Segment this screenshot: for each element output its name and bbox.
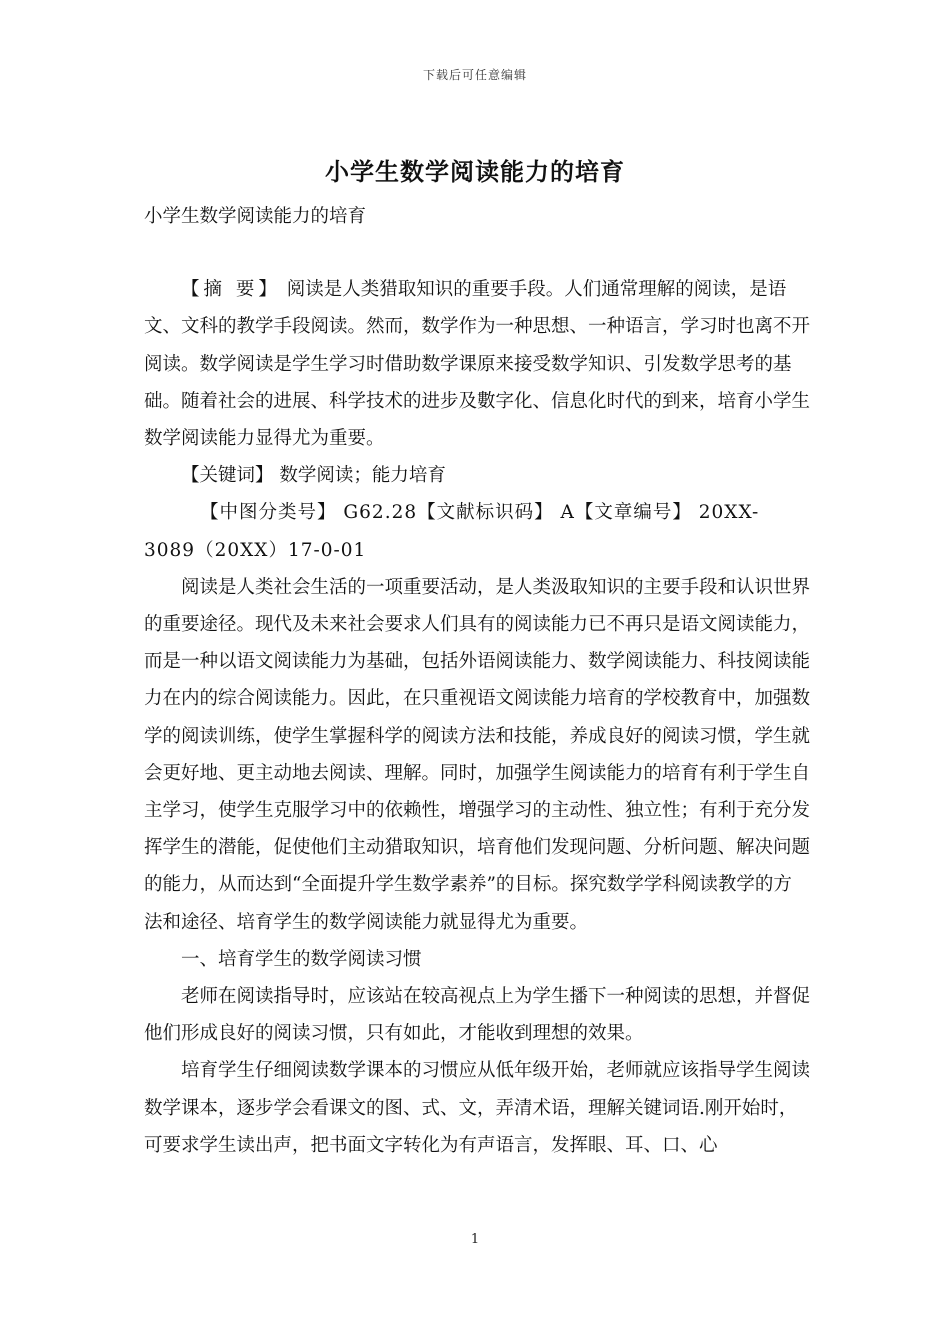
body-paragraph: 老师在阅读指导时，应该站在较高视点上为学生播下一种阅读的思想，并督促他们形成良好的阅读习惯，只有如此，才能收到理想的效果。 [144, 986, 811, 1045]
header-note: 下载后可任意编辑 [422, 68, 527, 82]
abstract-paragraph [144, 271, 810, 457]
document-subtitle: 小学生数学阅读能力的培育 [144, 206, 367, 227]
document-body [144, 198, 810, 1164]
section-heading: 一、培育学生的数学阅读习惯 [181, 948, 422, 970]
classification-line: 【中图分类号】 G62.28【文献标识码】 A【文章编号】 20XX-3089（20XX）17-0-01 [144, 502, 760, 561]
keywords-paragraph [144, 457, 810, 494]
page-number: 1 [470, 1232, 480, 1247]
keywords-label: 【关键词】 [181, 465, 274, 487]
abstract-label: 【摘 要】 [181, 279, 281, 301]
body-paragraph: 培育学生仔细阅读数学课本的习惯应从低年级开始，老师就应该指导学生阅读数学课本，逐步学会看课文的图、式、文，弄清术语，理解关键词语.刚开始时，可要求学生读出声，把书面文字转化为有声语言，发挥眼、耳、口、心 [144, 1060, 811, 1156]
body-paragraph: 阅读是人类社会生活的一项重要活动，是人类汲取知识的主要手段和认识世界的重要途径。现代及未来社会要求人们具有的阅读能力已不再只是语文阅读能力，而是一种以语文阅读能力为基础，包括外语阅读能力、数学阅读能力、科技阅读能力在内的综合阅读能力。因此，在只重视语文阅读能力培育的学校教育中，加强数学的阅读训练，使学生掌握科学的阅读方法和技能，养成良好的阅读习惯，学生就会更好地、更主动地去阅读、理解。同时，加强学生阅读能力的培育有利于学生自主学习，使学生克服学习中的依赖性，增强学习的主动性、独立性；有利于充分发挥学生的潜能，促使他们主动猎取知识，培育他们发现问题、分析问题、解决问题的能力，从而达到“全面提升学生数学素养”的目标。探究数学学科阅读教学的方法和途径、培育学生的数学阅读能力就显得尤为重要。 [144, 576, 811, 933]
document-title: 小学生数学阅读能力的培育 [325, 157, 625, 186]
abstract-text: 阅读是人类猎取知识的重要手段。人们通常理解的阅读，是语文、文科的教学手段阅读。然而，数学作为一种思想、一种语言，学习时也离不开阅读。数学阅读是学生学习时借助数学课原来接受数学知识、引发数学思考的基础。随着社会的进展、科学技术的进步及數字化、信息化时代的到来，培育小学生数学阅读能力显得尤为重要。 [144, 279, 811, 450]
keywords-text: 数学阅读；能力培育 [279, 465, 446, 487]
